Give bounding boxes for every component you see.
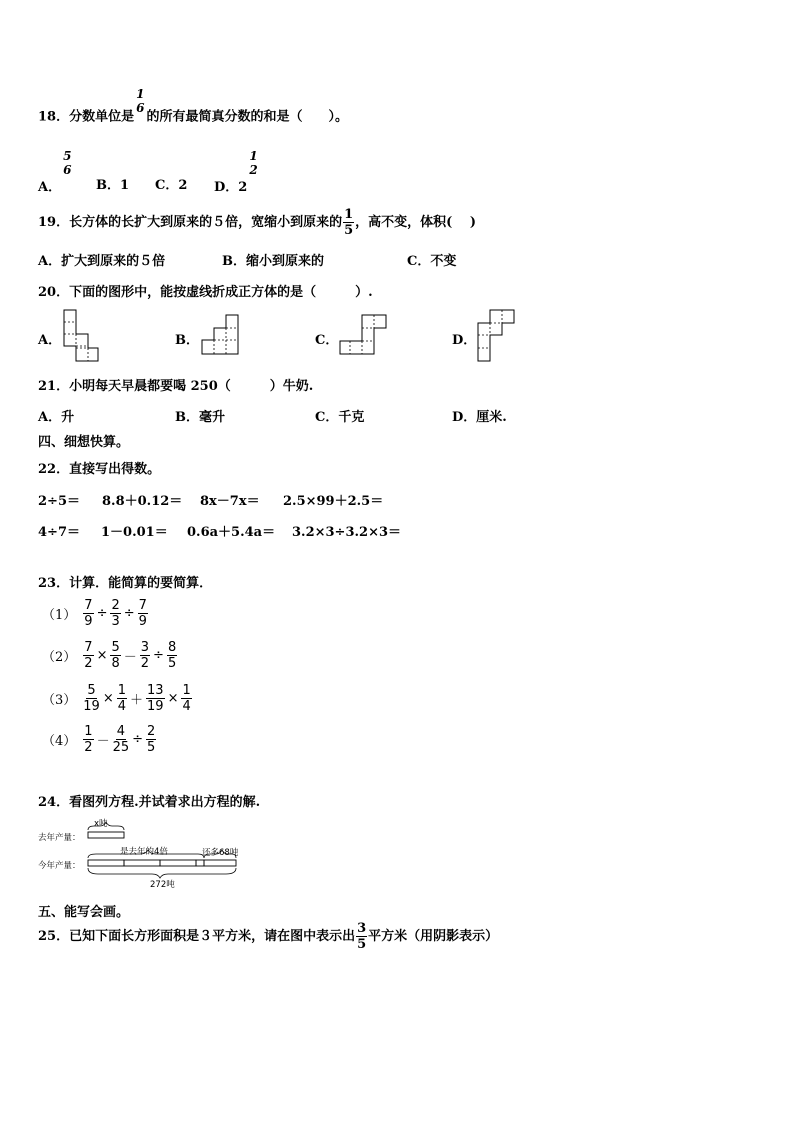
fraction (117, 684, 127, 713)
q24-this-year-label: 今年产量： (38, 861, 81, 871)
denominator: 4 (182, 699, 191, 714)
denominator: 4 (117, 699, 127, 714)
q23-expr-2 (42, 641, 178, 670)
operator: × (167, 691, 179, 706)
q20-net-b-figure (200, 313, 242, 357)
q18-option-b[interactable]: B．1 (96, 178, 130, 193)
numerator: 13 (147, 683, 164, 698)
q24-total-label: 272吨 (150, 880, 175, 890)
fraction (83, 725, 93, 754)
q20-option-a[interactable]: A． (38, 333, 62, 348)
q23-expr-label: （1） (42, 608, 77, 623)
numerator: 3 (140, 640, 150, 655)
q22-calc-5: 4÷7＝ (38, 525, 80, 540)
q21-option-a[interactable]: A．升 (38, 410, 75, 425)
q19-stem: 19．长方体的长扩大到原来的５倍，宽缩小到原来的 $\frac{1}{5}$ ，高不变，体积( ) (38, 207, 476, 238)
operator: ＋ (130, 693, 144, 708)
fraction (83, 599, 93, 628)
q24-stem: 24．看图列方程.并试着求出方程的解. (38, 795, 261, 810)
q22-calc-1: 2÷5＝ (38, 494, 80, 509)
fraction (83, 684, 100, 713)
q18-option-d-fraction: 1 2 (249, 149, 258, 177)
denominator: 3 (111, 614, 120, 629)
q20-stem: 20．下面的图形中，能按虚线折成正方体的是（ ）. (38, 285, 373, 300)
fraction (110, 599, 120, 628)
denominator: 9 (84, 614, 93, 629)
q19-option-a[interactable]: A．扩大到原来的５倍 (38, 254, 166, 269)
operator: ÷ (153, 648, 164, 663)
fraction (181, 684, 191, 713)
q20-option-b[interactable]: B． (175, 333, 199, 348)
fraction (110, 641, 120, 670)
q21-stem: 21．小明每天早晨都要喝 250（ ）牛奶. (38, 379, 314, 394)
q19-fraction: $\frac{1}{5}$ (344, 207, 354, 238)
q21-option-d[interactable]: D．厘米. (452, 410, 507, 425)
q21-option-b[interactable]: B．毫升 (175, 410, 225, 425)
numerator: 1 (117, 683, 127, 698)
q24-line-diagram (36, 818, 246, 892)
numerator: 2 (147, 724, 156, 739)
q22-calc-2: 8.8＋0.12＝ (102, 494, 183, 509)
q22-calc-7: 0.6a＋5.4a＝ (187, 525, 276, 540)
numerator: 2 (111, 598, 120, 613)
q24-more-label: 还多68吨 (202, 848, 239, 858)
q18-text-post: 的所有最简真分数的和是（ ）。 (146, 109, 348, 125)
q22-calc-8: 3.2×3÷3.2×3＝ (292, 525, 402, 540)
denominator: 2 (84, 740, 93, 755)
q25-stem: 25．已知下面长方形面积是３平方米，请在图中表示出 $\frac{3}{5}$ 平方米（用阴影表示） (38, 921, 499, 952)
operator: × (96, 648, 108, 663)
q18-option-d[interactable]: D．2 1 2 (214, 149, 258, 195)
q22-stem: 22．直接写出得数。 (38, 462, 161, 477)
denominator: 2 (140, 656, 150, 671)
q20-net-a-figure (60, 308, 102, 364)
q18-option-a[interactable]: A． 5 6 (38, 149, 72, 195)
q25-fraction: $\frac{3}{5}$ (357, 921, 367, 952)
q19-option-b[interactable]: B．缩小到原来的 (222, 254, 324, 269)
denominator: 5 (167, 656, 177, 671)
numerator: 7 (138, 598, 147, 613)
q20-net-d-figure (476, 308, 518, 364)
q23-expr-4 (42, 725, 157, 754)
section-5-heading: 五、能写会画。 (38, 905, 130, 920)
q23-expr-3 (42, 684, 193, 713)
q18-option-c[interactable]: C．2 (155, 178, 188, 193)
denominator: 5 (147, 740, 156, 755)
q18-option-a-fraction: 5 6 (63, 149, 72, 177)
fraction (167, 641, 177, 670)
q23-expr-label: （3） (42, 693, 77, 708)
q20-option-d[interactable]: D． (452, 333, 477, 348)
q18-text-pre: 18．分数单位是 (38, 109, 135, 125)
q22-calc-3: 8x－7x＝ (200, 494, 260, 509)
numerator: 1 (182, 683, 191, 698)
numerator: 5 (111, 640, 120, 655)
q18-fraction: 1 6 (136, 87, 145, 115)
numerator: 7 (84, 598, 93, 613)
fraction (140, 641, 150, 670)
q23-expr-label: （2） (42, 650, 77, 665)
operator: ÷ (123, 606, 135, 621)
denominator: 8 (111, 656, 120, 671)
denominator: 25 (112, 740, 130, 755)
q23-expr-1 (42, 599, 149, 628)
operator: × (102, 691, 114, 706)
q22-calc-4: 2.5×99＋2.5＝ (283, 494, 384, 509)
operator: － (96, 734, 110, 749)
fraction (138, 599, 148, 628)
q18-stem (38, 87, 348, 130)
numerator: 4 (116, 724, 125, 739)
q23-stem: 23．计算．能简算的要简算． (38, 576, 213, 591)
operator: － (123, 650, 137, 665)
fraction (146, 684, 165, 713)
fraction (83, 641, 93, 670)
denominator: 19 (147, 699, 164, 714)
numerator: 5 (87, 683, 96, 698)
q21-option-c[interactable]: C．千克 (315, 410, 365, 425)
fraction (113, 725, 130, 754)
q20-option-c[interactable]: C． (315, 333, 339, 348)
section-4-heading: 四、细想快算。 (38, 435, 130, 450)
q24-last-year-label: 去年产量： (38, 833, 81, 843)
numerator: 1 (84, 724, 93, 739)
denominator: 9 (138, 614, 147, 629)
q23-expr-label: （4） (42, 734, 77, 749)
fraction (146, 725, 156, 754)
q22-calc-6: 1－0.01＝ (101, 525, 168, 540)
q19-option-c[interactable]: C．不变 (407, 254, 457, 269)
operator: ÷ (132, 732, 144, 747)
q24-times-label: 是去年的4倍 (120, 847, 168, 857)
numerator: 8 (167, 640, 177, 655)
numerator: 7 (84, 640, 93, 655)
denominator: 2 (84, 656, 93, 671)
operator: ÷ (96, 606, 108, 621)
q24-x-label: x吨 (94, 819, 108, 829)
denominator: 19 (83, 699, 100, 714)
q20-net-c-figure (338, 313, 390, 357)
